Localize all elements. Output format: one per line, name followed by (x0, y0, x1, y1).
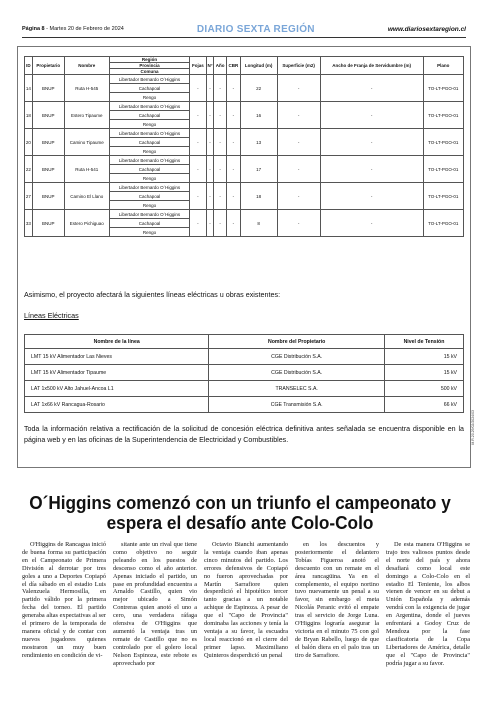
cell-linea-propietario: CGE Transmisión S.A. (209, 397, 385, 413)
cell-plano: TO-LT-PGO-01 (423, 129, 463, 156)
cell-n: - (206, 183, 214, 210)
th-region: Región (109, 57, 189, 63)
th-propietario: Propietario (32, 57, 64, 75)
cell-longitud: 8 (240, 210, 277, 237)
cell-comuna: Rengo (109, 120, 189, 129)
cell-superficie: - (277, 75, 320, 102)
table-row (25, 102, 464, 111)
cell-comuna: Rengo (109, 174, 189, 183)
table-row (25, 75, 464, 84)
cell-comuna: Rengo (109, 93, 189, 102)
th-ano: Año (214, 57, 227, 75)
cell-id: 33 (25, 210, 33, 237)
cell-nombre: Ruta H-545 (64, 75, 109, 102)
cell-linea-propietario: CGE Distribución S.A. (209, 349, 385, 365)
cell-fojas: - (190, 102, 206, 129)
th-ancho: Ancho de Franja de Servidumbre (m) (320, 57, 423, 75)
cell-linea-propietario: TRANSELEC S.A. (209, 381, 385, 397)
th-nombre: Nombre (64, 57, 109, 75)
table-row (25, 349, 464, 365)
cell-cbr: - (226, 156, 240, 183)
cell-linea-nombre: LAT 1x66 kV Rancagua-Rosario (25, 397, 209, 413)
th-longitud: Longitud (m) (240, 57, 277, 75)
site-url[interactable]: www.diariosextaregion.cl (387, 25, 466, 33)
cell-ancho: - (320, 75, 423, 102)
th-linea-tension: Nivel de Tensión (384, 335, 463, 349)
cell-longitud: 17 (240, 156, 277, 183)
cell-nombre: Ruta H-541 (64, 156, 109, 183)
table-row (25, 129, 464, 138)
header-rule (22, 37, 466, 38)
cell-ano: - (214, 210, 227, 237)
page-date: Página 8 - Martes 20 de Febrero de 2024 (22, 26, 124, 32)
cell-linea-tension: 15 kV (384, 365, 463, 381)
cell-provincia: Cachapoal (109, 111, 189, 120)
th-n: N° (206, 57, 214, 75)
cell-propietario: BNUP (32, 129, 64, 156)
cell-longitud: 18 (240, 183, 277, 210)
cell-provincia: Cachapoal (109, 192, 189, 201)
cell-n: - (206, 102, 214, 129)
cell-superficie: - (277, 102, 320, 129)
cell-fojas: - (190, 183, 206, 210)
cell-comuna: Rengo (109, 147, 189, 156)
cell-ancho: - (320, 156, 423, 183)
cell-linea-nombre: LAT 1x500 kV Alto Jahuel-Ancoa L1 (25, 381, 209, 397)
cell-ancho: - (320, 210, 423, 237)
cell-superficie: - (277, 183, 320, 210)
article-body (22, 541, 470, 668)
cell-plano: TO-LT-PGO-01 (423, 156, 463, 183)
final-text: Toda la información relativa a rectificación de la solicitud de concesión eléctrica definitiva antes señalada se encuentra disponible en la página web y en las oficinas de la Superintendencia de Electricidad y Combustibles. (24, 425, 464, 444)
cell-fojas: - (190, 129, 206, 156)
cell-linea-tension: 66 kV (384, 397, 463, 413)
cell-linea-nombre: LMT 15 kV Alimentador Las Nieves (25, 349, 209, 365)
cell-cbr: - (226, 75, 240, 102)
intro-text: Asimismo, el proyecto afectará la siguientes líneas eléctricas u obras existentes: (24, 290, 281, 299)
cell-plano: TO-LT-PGO-01 (423, 75, 463, 102)
cell-longitud: 13 (240, 129, 277, 156)
cell-nombre: Estero Tipaume (64, 102, 109, 129)
cell-region: Libertador Bernardo O´Higgins (109, 210, 189, 219)
cell-provincia: Cachapoal (109, 165, 189, 174)
cell-cbr: - (226, 183, 240, 210)
cell-ancho: - (320, 102, 423, 129)
cell-ano: - (214, 129, 227, 156)
cell-nombre: Estero Pichiguao (64, 210, 109, 237)
table-row (25, 210, 464, 219)
lineas-title: Líneas Eléctricas (24, 311, 79, 320)
cell-fojas: - (190, 210, 206, 237)
article-column: De esta manera O'Higgins se trajo tres valiosos puntos desde el norte del país y ahora desafiará como local este domingo a Colo-Colo en el estadio El Teniente, los albos vienen de vencer en su debut a Unión Española y además vendrá con la exigencia de jugar en Argentina, donde el jueves enfrentará a Godoy Cruz de Mendoza por la fase clasificatoria de la Copa Libertadores de América, detalle que el "Capo de Provincia" podría jugar a su favor. (386, 541, 470, 667)
article-headline: O´Higgins comenzó con un triunfo el campeonato y espera el desafío ante Colo-Colo (29, 492, 451, 533)
masthead: DIARIO SEXTA REGIÓN (196, 23, 315, 35)
cell-cbr: - (226, 129, 240, 156)
th-linea-nombre: Nombre de la línea (25, 335, 209, 349)
cell-cbr: - (226, 102, 240, 129)
table-row (25, 183, 464, 192)
table-row (25, 397, 464, 413)
lineas-table (24, 334, 464, 413)
cell-ancho: - (320, 183, 423, 210)
cell-n: - (206, 156, 214, 183)
cell-region: Libertador Bernardo O´Higgins (109, 75, 189, 84)
cell-propietario: BNUP (32, 210, 64, 237)
th-id: ID (25, 57, 33, 75)
cell-comuna: Rengo (109, 228, 189, 237)
cell-region: Libertador Bernardo O´Higgins (109, 102, 189, 111)
cell-n: - (206, 210, 214, 237)
cell-ancho: - (320, 129, 423, 156)
cell-linea-propietario: CGE Distribución S.A. (209, 365, 385, 381)
cell-plano: TO-LT-PGO-01 (423, 102, 463, 129)
cell-provincia: Cachapoal (109, 219, 189, 228)
cell-linea-tension: 15 kV (384, 349, 463, 365)
cell-propietario: BNUP (32, 75, 64, 102)
cell-superficie: - (277, 210, 320, 237)
cell-cbr: - (226, 210, 240, 237)
table-row (25, 365, 464, 381)
cell-ano: - (214, 183, 227, 210)
cell-plano: TO-LT-PGO-01 (423, 210, 463, 237)
cell-linea-tension: 500 kV (384, 381, 463, 397)
cell-linea-nombre: LMT 15 kV Alimentador Tipaume (25, 365, 209, 381)
th-provincia: Provincia (109, 63, 189, 69)
th-comuna: Comuna (109, 69, 189, 75)
cell-id: 14 (25, 75, 33, 102)
cell-propietario: BNUP (32, 183, 64, 210)
cell-comuna: Rengo (109, 201, 189, 210)
cell-propietario: BNUP (32, 102, 64, 129)
cell-longitud: 22 (240, 75, 277, 102)
cell-ano: - (214, 102, 227, 129)
article-column: sitante ante un rival que tiene como objetivo no seguir peleando en los puestos de descenso como el año anterior. Apenas iniciado el partido, un pase en profundidad encuentra a Arnaldo Castillo, quien vio mejor ubicado a Simón Contreras quien anotó el uno a cero, una verdadera ráfaga ofensiva de O'Higgins que aumentó la ventaja tras un remate de Castillo que no es controlado por el golero local Nelson Espinoza, este rebote es aprovechado por (113, 541, 197, 667)
cell-region: Libertador Bernardo O´Higgins (109, 156, 189, 165)
th-fojas: Fojas (190, 57, 206, 75)
cell-n: - (206, 75, 214, 102)
cell-provincia: Cachapoal (109, 84, 189, 93)
side-code: M.R.20.29/02/2024/03 (471, 410, 475, 445)
cell-fojas: - (190, 156, 206, 183)
cell-n: - (206, 129, 214, 156)
cell-id: 20 (25, 129, 33, 156)
cell-region: Libertador Bernardo O´Higgins (109, 129, 189, 138)
cell-nombre: Camino Tipaume (64, 129, 109, 156)
cell-id: 27 (25, 183, 33, 210)
article-column: O'Higgins de Rancagua inició de buena forma su participación en el Campeonato de Primera División al derrotar por tres goles a uno a Deportes Copiapó el día sábado en el estadio Luis Valenzuela Hermosilla, en partido válido por la primera fecha del torneo. El partido generaba altas expectativas al ser el primero de la temporada de manera oficial y de contar con nuevos jugadores quienes mostraron un muy buen rendimiento en condición de vi- (22, 541, 106, 659)
th-superficie: Superficie (m2) (277, 57, 320, 75)
th-cbr: CBR (226, 57, 240, 75)
cell-superficie: - (277, 156, 320, 183)
cell-region: Libertador Bernardo O´Higgins (109, 183, 189, 192)
th-plano: Plano (423, 57, 463, 75)
cell-id: 22 (25, 156, 33, 183)
cell-superficie: - (277, 129, 320, 156)
cell-nombre: Camino El Llano (64, 183, 109, 210)
cell-plano: TO-LT-PGO-01 (423, 183, 463, 210)
table-row (25, 156, 464, 165)
property-table (24, 56, 464, 237)
cell-ano: - (214, 156, 227, 183)
cell-provincia: Cachapoal (109, 138, 189, 147)
cell-propietario: BNUP (32, 156, 64, 183)
cell-id: 18 (25, 102, 33, 129)
article-column: en los descuentos y posteriormente el delantero Tobías Figueroa anotó el descuento con un remate en el área rancagüina. Ya en el complemento, el equipo nortino tuvo nuevamente un penal a su favor, sin embargo el meta Nicolás Peranic evitó el empate tras el servicio de Jorge Luna. O'Higgins lograría asegurar la victoria en el minuto 75 con gol de Bryan Rabello, luego de que el balón diera en el palo tras un tiro de Sarrafiore. (295, 541, 379, 659)
cell-fojas: - (190, 75, 206, 102)
page-header (22, 22, 466, 36)
th-linea-propietario: Nombre del Propietario (209, 335, 385, 349)
cell-longitud: 16 (240, 102, 277, 129)
cell-ano: - (214, 75, 227, 102)
table-row (25, 381, 464, 397)
article-column: Octavio Bianchi aumentando la ventaja cuando iban apenas cinco minutos del partido. Los errores defensivos de Copiapó no fueron aprovechadas por Martín Sarrafiore quien desperdició el hipotético tercer tanto gracias a un notable achique de Espinoza. A pesar de que el "Capo de Provincia" dominaba las acciones y tenía la ventaja a su favor, la escuadra local reaccionó en el cierre del primer lapso. Maximiliano Quinteros desperdició un penal (204, 541, 288, 659)
